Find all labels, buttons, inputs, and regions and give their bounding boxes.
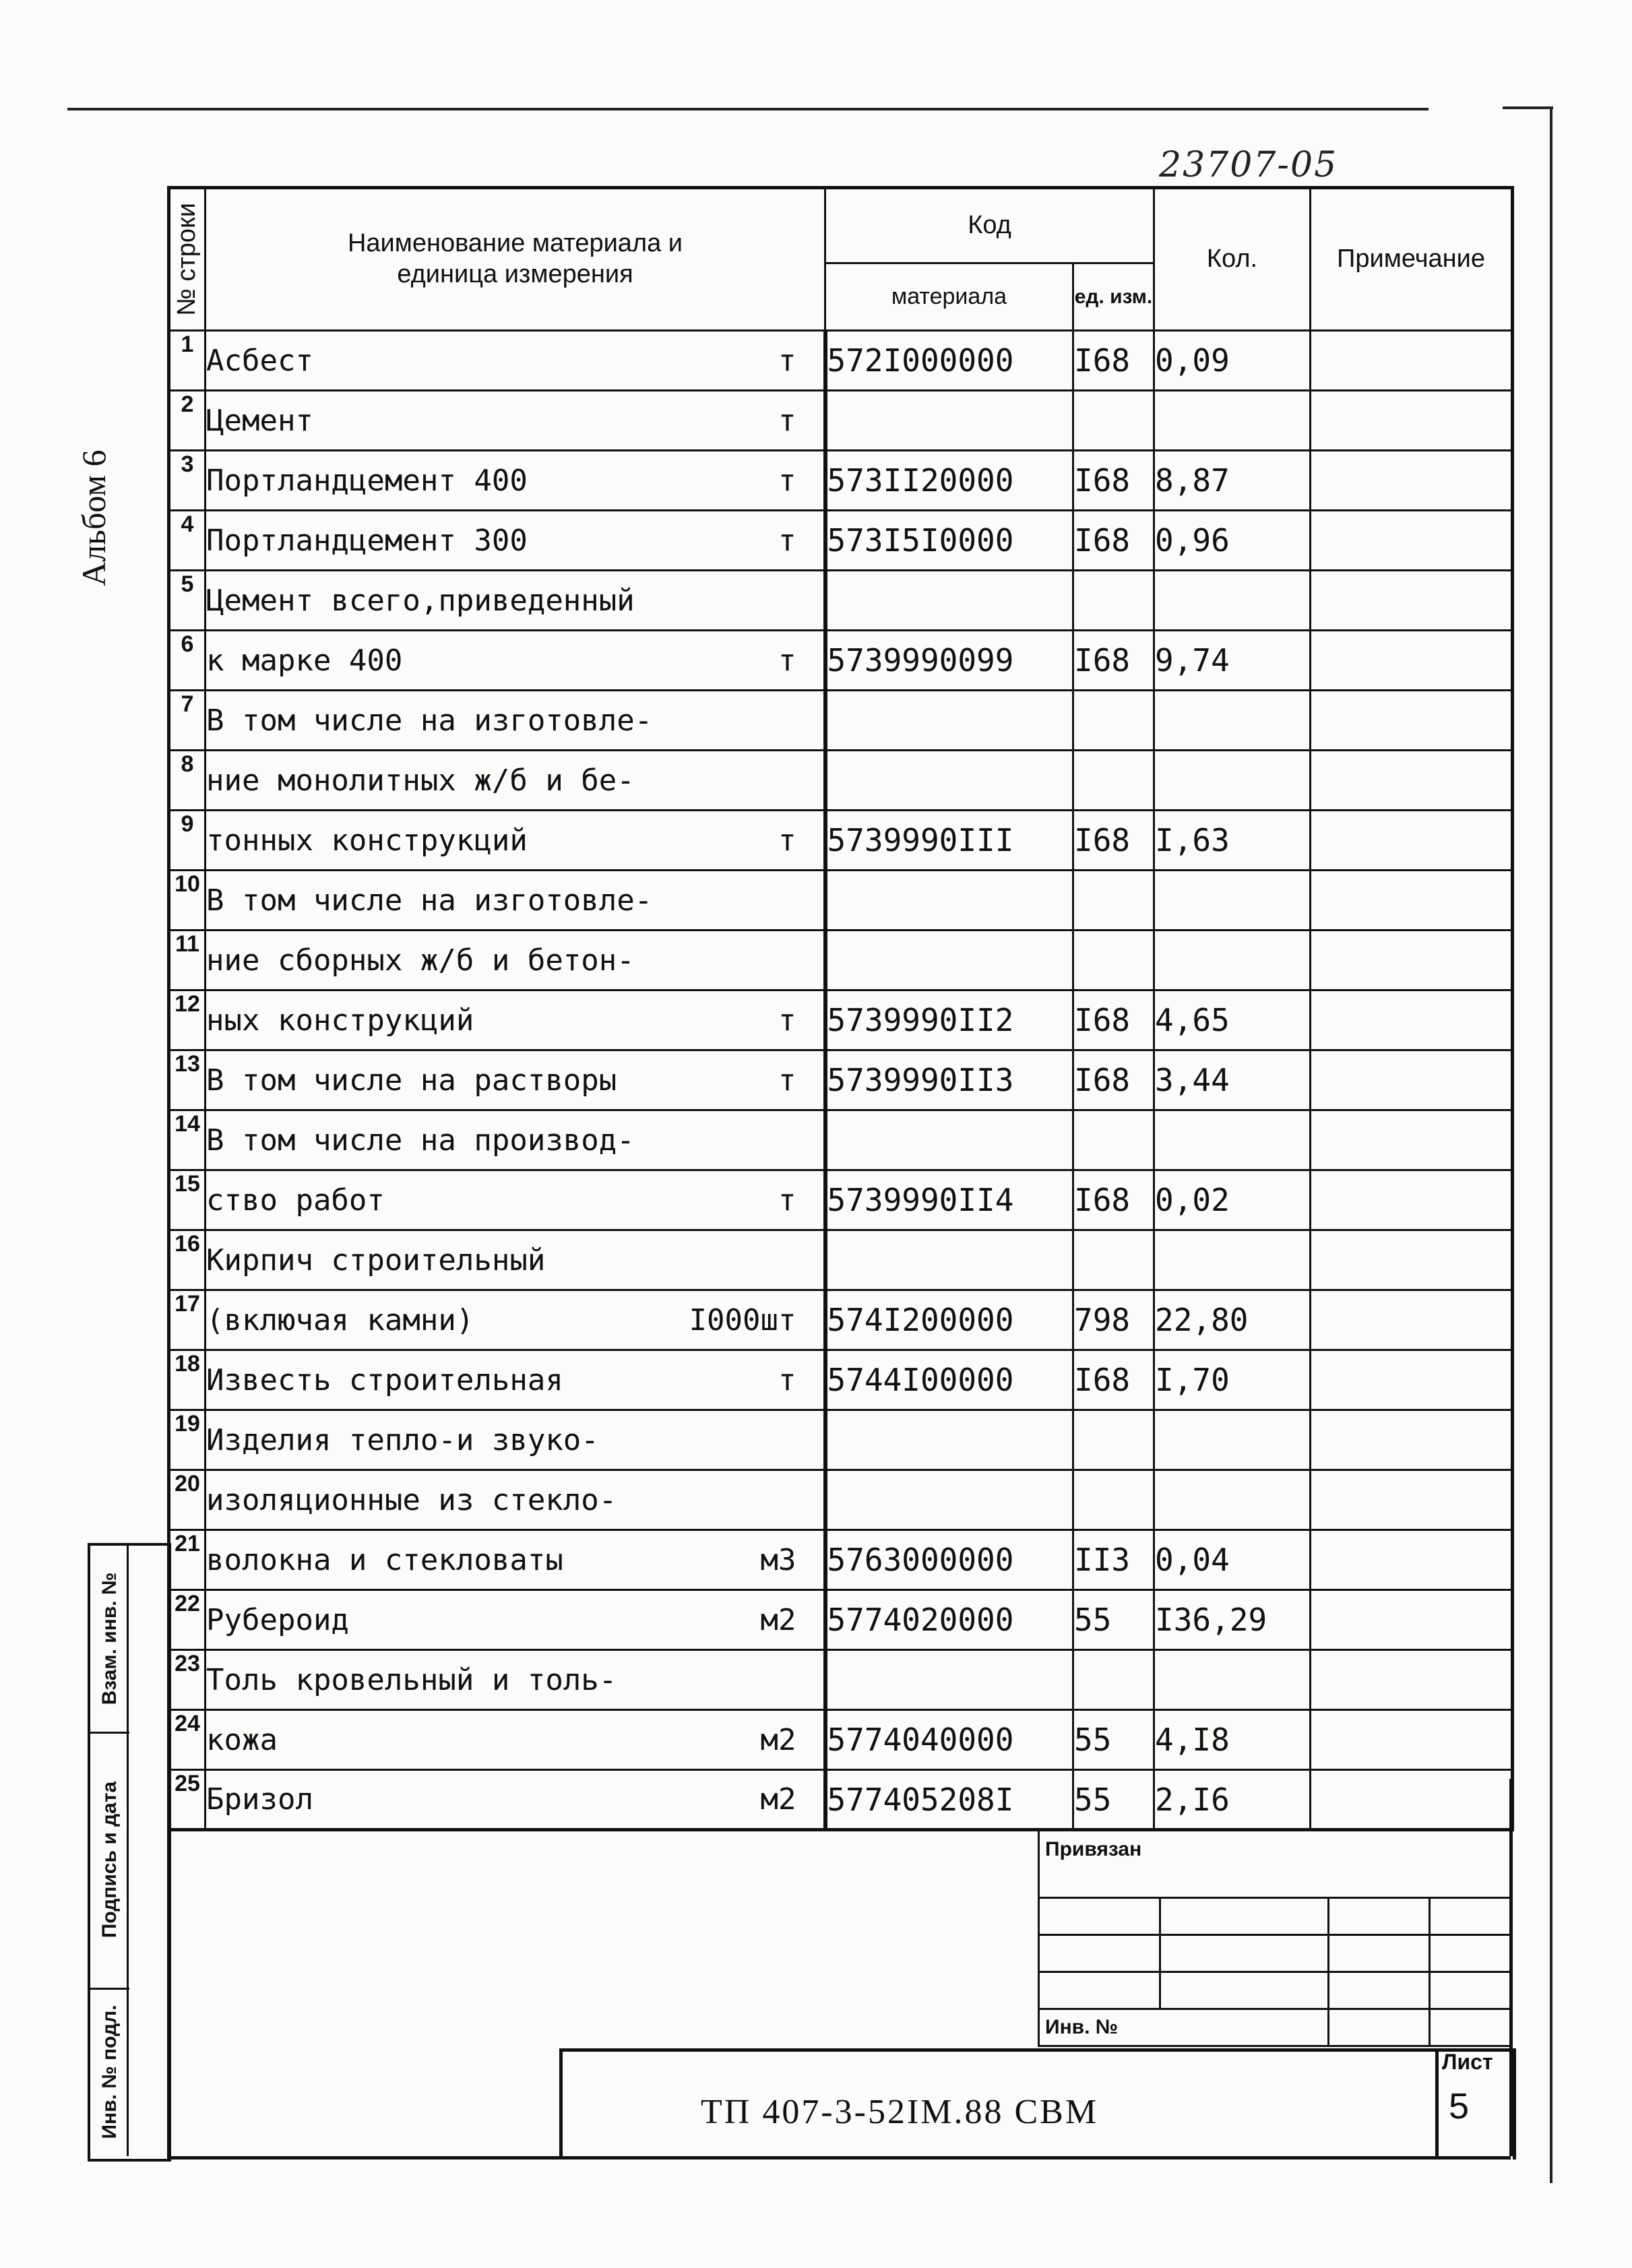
material-code: 5774020000 <box>825 1590 1073 1650</box>
replace-inv-cell: Взам. инв. № <box>90 1546 129 1734</box>
quantity: 22,80 <box>1154 1290 1311 1350</box>
right-edge-rule <box>1550 108 1552 2183</box>
table-row <box>169 1650 1513 1710</box>
material-code <box>825 1110 1073 1170</box>
table-row <box>169 391 1513 451</box>
table-row <box>169 451 1513 511</box>
material-name <box>206 631 825 691</box>
material-code <box>825 391 1073 451</box>
table-row <box>169 931 1513 990</box>
note <box>1311 1530 1513 1590</box>
sheet-label: Лист <box>1442 2050 1493 2074</box>
unit-code: 55 <box>1073 1590 1154 1650</box>
unit-code: I68 <box>1073 1050 1154 1110</box>
table-row <box>169 751 1513 811</box>
row-number: 9 <box>169 811 206 871</box>
unit-code <box>1073 691 1154 751</box>
unit-code <box>1073 931 1154 990</box>
material-code: 5739990II4 <box>825 1170 1073 1230</box>
note <box>1311 1050 1513 1110</box>
row-number: 4 <box>169 511 206 571</box>
row-number: 6 <box>169 631 206 691</box>
quantity: 9,74 <box>1154 631 1311 691</box>
material-name <box>206 511 825 571</box>
row-number-header: № строки <box>169 188 206 331</box>
quantity: 0,09 <box>1154 331 1311 391</box>
note <box>1311 871 1513 931</box>
material-name <box>206 1650 825 1710</box>
material-name-text: В том числе на изготовле- <box>206 703 653 738</box>
material-code <box>825 1650 1073 1710</box>
material-name-text: В том числе на растворы <box>206 1063 617 1098</box>
material-unit: т <box>778 343 796 378</box>
material-name-text: ных конструкций <box>206 1003 474 1038</box>
material-code: 5739990II2 <box>825 990 1073 1050</box>
inv-original-cell: Инв. № подл. <box>98 2005 121 2139</box>
materials-table <box>167 186 1514 1831</box>
note <box>1311 1230 1513 1290</box>
material-name-text: кожа <box>206 1722 278 1757</box>
material-code: 5744I00000 <box>825 1350 1073 1410</box>
top-rule <box>67 108 1429 111</box>
material-code: 573I5I0000 <box>825 511 1073 571</box>
material-name <box>206 1110 825 1170</box>
row-number: 8 <box>169 751 206 811</box>
material-code <box>825 1470 1073 1530</box>
material-name-text: ние монолитных ж/б и бе- <box>206 763 635 798</box>
note <box>1311 631 1513 691</box>
unit-code: I68 <box>1073 631 1154 691</box>
table-row <box>169 871 1513 931</box>
material-name <box>206 1410 825 1470</box>
row-number: 15 <box>169 1170 206 1230</box>
unit-code: 55 <box>1073 1770 1154 1830</box>
material-name-text: Кирпич строительный <box>206 1242 546 1278</box>
unit-code <box>1073 1230 1154 1290</box>
material-name <box>206 391 825 451</box>
quantity: 0,96 <box>1154 511 1311 571</box>
unit-code <box>1073 1410 1154 1470</box>
material-name-text: волокна и стекловаты <box>206 1542 563 1577</box>
quantity: 2,I6 <box>1154 1770 1311 1830</box>
material-name-text: Толь кровельный и толь- <box>206 1662 617 1697</box>
name-header: Наименование материала и единица измерения <box>206 188 825 331</box>
row-number: 21 <box>169 1530 206 1590</box>
material-name <box>206 1290 825 1350</box>
inv-no-label: Инв. № <box>1039 2009 1329 2046</box>
code-header: Код <box>825 188 1154 263</box>
note <box>1311 1110 1513 1170</box>
note <box>1311 990 1513 1050</box>
table-row <box>169 631 1513 691</box>
quantity: 8,87 <box>1154 451 1311 511</box>
table-row <box>169 811 1513 871</box>
quantity <box>1154 571 1311 631</box>
material-name <box>206 1770 825 1830</box>
table-row <box>169 1530 1513 1590</box>
material-name <box>206 1470 825 1530</box>
signature-date-cell: Подпись и дата <box>90 1732 129 1990</box>
table-row <box>169 1350 1513 1410</box>
row-number: 23 <box>169 1650 206 1710</box>
row-number: 10 <box>169 871 206 931</box>
side-strip <box>88 1543 171 2162</box>
quantity <box>1154 1230 1311 1290</box>
material-name <box>206 691 825 751</box>
material-code: 5774040000 <box>825 1710 1073 1770</box>
table-row <box>169 990 1513 1050</box>
material-name <box>206 1170 825 1230</box>
material-unit: т <box>778 1183 796 1218</box>
material-code <box>825 1410 1073 1470</box>
unit-code: I68 <box>1073 990 1154 1050</box>
strip-divider <box>127 1543 129 2156</box>
unit-code: I68 <box>1073 511 1154 571</box>
unit-code <box>1073 1470 1154 1530</box>
table-row <box>169 1770 1513 1830</box>
material-code: 573II20000 <box>825 451 1073 511</box>
quantity: 4,I8 <box>1154 1710 1311 1770</box>
note-header: Примечание <box>1311 188 1513 331</box>
material-code: 5739990099 <box>825 631 1073 691</box>
material-code-header: материала <box>825 263 1073 331</box>
note <box>1311 571 1513 631</box>
quantity <box>1154 931 1311 990</box>
material-name-text: В том числе на изготовле- <box>206 883 653 918</box>
material-name <box>206 751 825 811</box>
material-unit: т <box>778 1362 796 1397</box>
material-name-text: изоляционные из стекло- <box>206 1482 617 1517</box>
quantity <box>1154 871 1311 931</box>
material-name <box>206 871 825 931</box>
material-name-text: Портландцемент 300 <box>206 523 528 558</box>
material-code <box>825 1230 1073 1290</box>
top-rule-right <box>1503 106 1553 109</box>
row-number: 12 <box>169 990 206 1050</box>
material-unit: м2 <box>760 1602 796 1637</box>
row-number: 5 <box>169 571 206 631</box>
material-code <box>825 691 1073 751</box>
row-number: 24 <box>169 1710 206 1770</box>
unit-code: I68 <box>1073 331 1154 391</box>
material-unit: I000шт <box>689 1302 796 1337</box>
material-unit: т <box>778 523 796 558</box>
table-body <box>169 331 1513 1830</box>
material-unit: м3 <box>760 1542 796 1577</box>
row-number: 7 <box>169 691 206 751</box>
material-code: 5739990III <box>825 811 1073 871</box>
quantity: 0,04 <box>1154 1530 1311 1590</box>
doc-number: 23707-05 <box>1159 145 1338 185</box>
material-unit: т <box>778 463 796 498</box>
material-name-text: Портландцемент 400 <box>206 463 528 498</box>
material-code <box>825 871 1073 931</box>
unit-code: I68 <box>1073 451 1154 511</box>
note <box>1311 391 1513 451</box>
material-name <box>206 811 825 871</box>
note <box>1311 1410 1513 1470</box>
note <box>1311 1650 1513 1710</box>
note <box>1311 451 1513 511</box>
table-row <box>169 1170 1513 1230</box>
material-name <box>206 331 825 391</box>
material-unit: т <box>778 1003 796 1038</box>
material-name-text: Цемент <box>206 403 313 438</box>
table-row <box>169 1710 1513 1770</box>
material-name-text: ние сборных ж/б и бетон- <box>206 943 635 978</box>
quantity <box>1154 1650 1311 1710</box>
material-name-text: к марке 400 <box>206 643 403 678</box>
unit-code: 55 <box>1073 1710 1154 1770</box>
note <box>1311 1590 1513 1650</box>
row-number: 13 <box>169 1050 206 1110</box>
quantity: 3,44 <box>1154 1050 1311 1110</box>
quantity: I36,29 <box>1154 1590 1311 1650</box>
unit-code <box>1073 871 1154 931</box>
note <box>1311 331 1513 391</box>
material-name <box>206 1350 825 1410</box>
material-name-text: Асбест <box>206 343 313 378</box>
table-row <box>169 1050 1513 1110</box>
table-row <box>169 1230 1513 1290</box>
unit-code <box>1073 571 1154 631</box>
unit-code <box>1073 1110 1154 1170</box>
material-code: 5739990II3 <box>825 1050 1073 1110</box>
quantity: I,70 <box>1154 1350 1311 1410</box>
quantity-header: Кол. <box>1154 188 1311 331</box>
quantity <box>1154 1470 1311 1530</box>
unit-code <box>1073 391 1154 451</box>
note <box>1311 1290 1513 1350</box>
table-row <box>169 571 1513 631</box>
quantity <box>1154 391 1311 451</box>
quantity: I,63 <box>1154 811 1311 871</box>
note <box>1311 931 1513 990</box>
material-name-text: тонных конструкций <box>206 823 528 858</box>
material-name <box>206 1050 825 1110</box>
material-name <box>206 1710 825 1770</box>
row-number: 14 <box>169 1110 206 1170</box>
material-name-text: Бризол <box>206 1782 313 1817</box>
row-number: 3 <box>169 451 206 511</box>
material-name-text: Изделия тепло-и звуко- <box>206 1422 599 1457</box>
material-code: 577405208I <box>825 1770 1073 1830</box>
document-designation: ТП 407-3-52IM.88 СВМ <box>701 2093 1099 2131</box>
table-row <box>169 1470 1513 1530</box>
quantity: 4,65 <box>1154 990 1311 1050</box>
note <box>1311 811 1513 871</box>
row-number: 19 <box>169 1410 206 1470</box>
material-code: 574I200000 <box>825 1290 1073 1350</box>
material-code <box>825 931 1073 990</box>
material-name <box>206 1530 825 1590</box>
note <box>1311 751 1513 811</box>
material-name-text: Цемент всего,приведенный <box>206 583 635 618</box>
material-name-text: Известь строительная <box>206 1362 563 1397</box>
material-name-text: В том числе на производ- <box>206 1123 635 1158</box>
material-unit: м2 <box>760 1722 796 1757</box>
table-row <box>169 331 1513 391</box>
material-code <box>825 751 1073 811</box>
material-unit: т <box>778 643 796 678</box>
note <box>1311 1710 1513 1770</box>
note <box>1311 1350 1513 1410</box>
unit-code <box>1073 751 1154 811</box>
row-number: 11 <box>169 931 206 990</box>
material-code: 572I000000 <box>825 331 1073 391</box>
row-number: 16 <box>169 1230 206 1290</box>
material-name <box>206 931 825 990</box>
quantity <box>1154 691 1311 751</box>
sheet-number: 5 <box>1449 2086 1470 2127</box>
unit-code: I68 <box>1073 1350 1154 1410</box>
note <box>1311 1770 1513 1830</box>
material-name-text: (включая камни) <box>206 1302 474 1337</box>
material-name-text: ство работ <box>206 1183 385 1218</box>
row-number: 2 <box>169 391 206 451</box>
row-number: 22 <box>169 1590 206 1650</box>
material-code <box>825 571 1073 631</box>
table-row <box>169 1110 1513 1170</box>
quantity <box>1154 1110 1311 1170</box>
material-unit: т <box>778 823 796 858</box>
quantity <box>1154 1410 1311 1470</box>
note <box>1311 691 1513 751</box>
table-row <box>169 691 1513 751</box>
quantity: 0,02 <box>1154 1170 1311 1230</box>
material-unit: т <box>778 403 796 438</box>
album-label: Альбом 6 <box>75 449 113 586</box>
unit-code: I68 <box>1073 1170 1154 1230</box>
unit-code <box>1073 1650 1154 1710</box>
row-number: 17 <box>169 1290 206 1350</box>
note <box>1311 511 1513 571</box>
table-row <box>169 1410 1513 1470</box>
unit-code: 798 <box>1073 1290 1154 1350</box>
quantity <box>1154 751 1311 811</box>
unit-code: II3 <box>1073 1530 1154 1590</box>
row-number: 20 <box>169 1470 206 1530</box>
material-code: 5763000000 <box>825 1530 1073 1590</box>
row-number: 18 <box>169 1350 206 1410</box>
material-name <box>206 1590 825 1650</box>
material-name <box>206 451 825 511</box>
table-row <box>169 1590 1513 1650</box>
note <box>1311 1170 1513 1230</box>
material-unit: м2 <box>760 1782 796 1817</box>
table-row <box>169 511 1513 571</box>
attached-label: Привязан <box>1039 1831 1511 1898</box>
unit-code: I68 <box>1073 811 1154 871</box>
material-unit: т <box>778 1063 796 1098</box>
material-name <box>206 990 825 1050</box>
row-number: 25 <box>169 1770 206 1830</box>
table-row <box>169 1290 1513 1350</box>
row-number: 1 <box>169 331 206 391</box>
unit-code-header: ед. изм. <box>1073 263 1154 331</box>
material-name <box>206 571 825 631</box>
note <box>1311 1470 1513 1530</box>
material-name <box>206 1230 825 1290</box>
material-name-text: Рубероид <box>206 1602 349 1637</box>
